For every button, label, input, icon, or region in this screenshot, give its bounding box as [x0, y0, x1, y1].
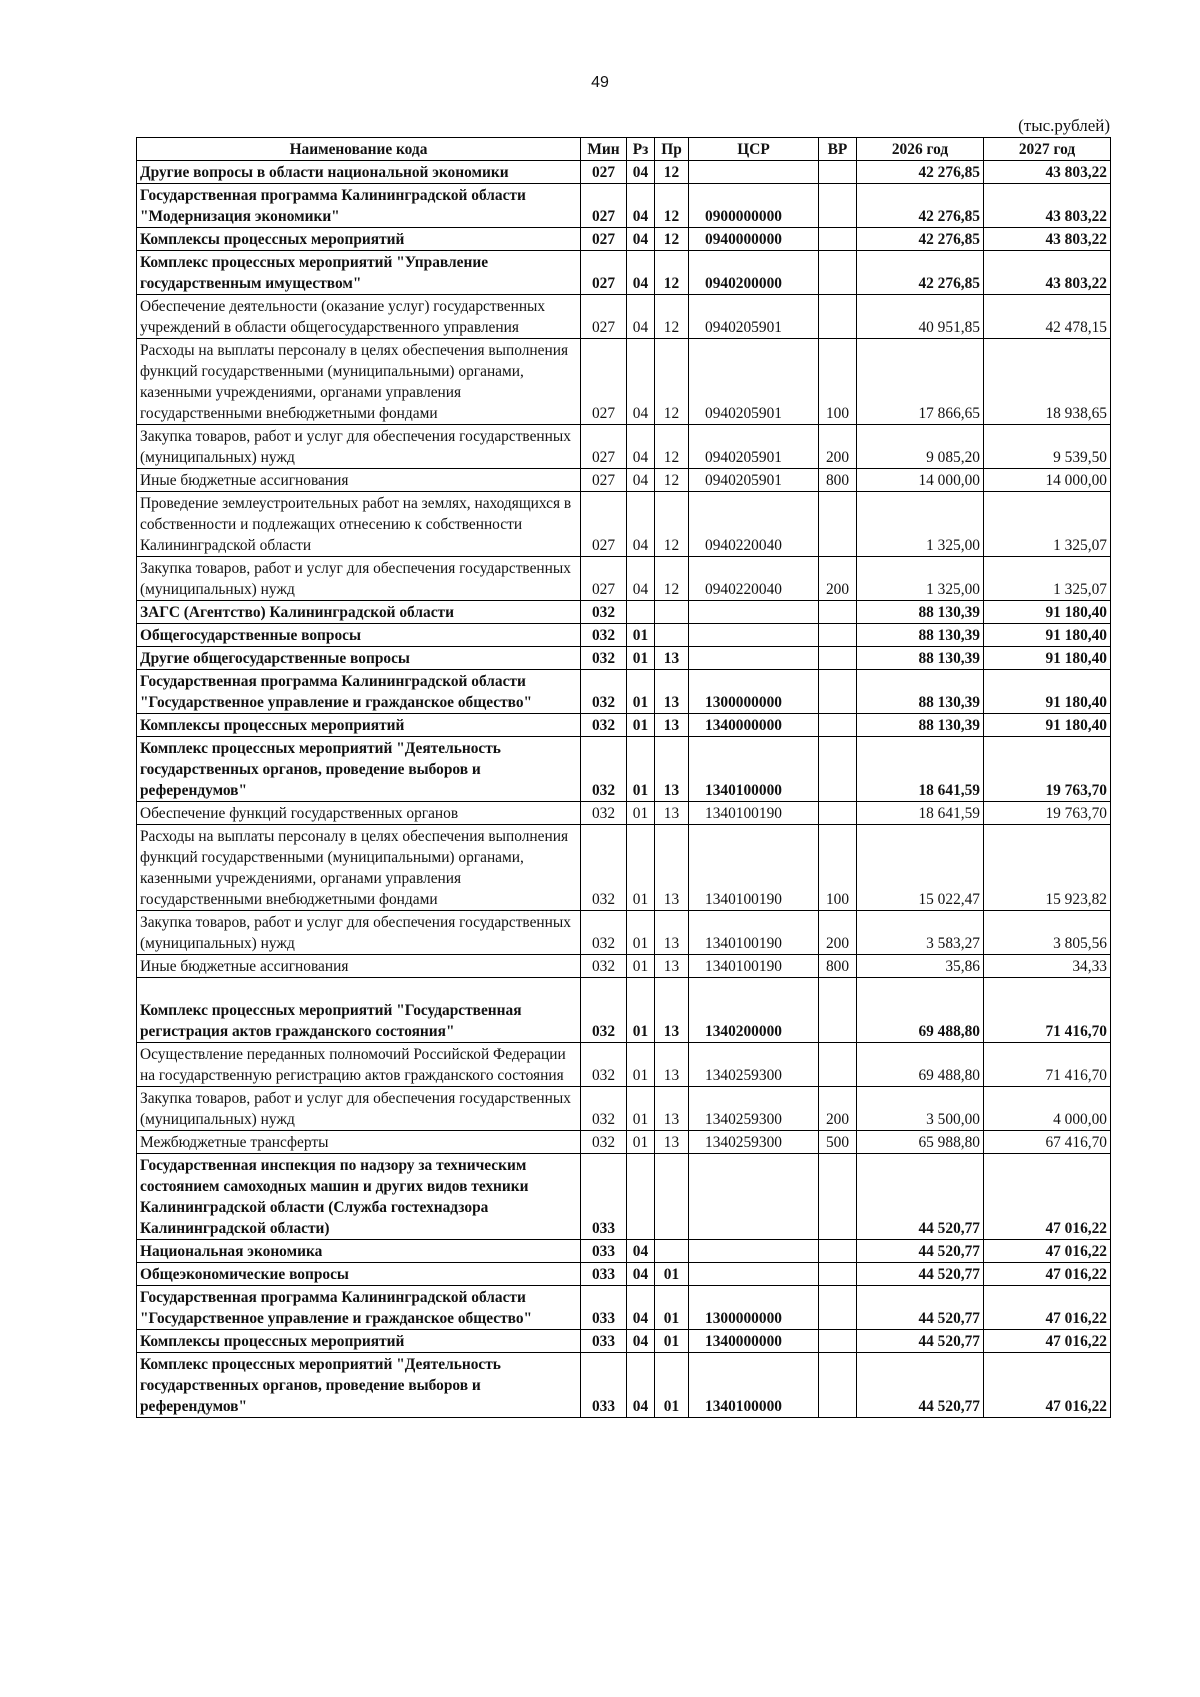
cell-min: 032: [581, 978, 627, 1043]
cell-rz: 01: [627, 624, 655, 647]
cell-vr: [819, 802, 857, 825]
cell-pr: 13: [655, 1131, 689, 1154]
cell-rz: 01: [627, 955, 655, 978]
cell-2027: 1 325,07: [984, 492, 1111, 557]
cell-pr: 13: [655, 670, 689, 714]
cell-csr: [689, 601, 819, 624]
cell-2027: 47 016,22: [984, 1330, 1111, 1353]
cell-pr: 13: [655, 825, 689, 911]
cell-rz: 04: [627, 1240, 655, 1263]
cell-min: 033: [581, 1240, 627, 1263]
cell-csr: 1300000000: [689, 670, 819, 714]
table-row: [137, 492, 1111, 557]
cell-min: 033: [581, 1330, 627, 1353]
table-row: [137, 1154, 1111, 1240]
cell-name: Другие общегосударственные вопросы: [137, 647, 581, 670]
cell-rz: 04: [627, 492, 655, 557]
cell-2027: 47 016,22: [984, 1240, 1111, 1263]
cell-rz: 04: [627, 251, 655, 295]
cell-vr: 800: [819, 469, 857, 492]
cell-pr: 13: [655, 737, 689, 802]
cell-rz: 04: [627, 161, 655, 184]
cell-csr: 1340000000: [689, 1330, 819, 1353]
cell-2026: 88 130,39: [857, 601, 984, 624]
cell-vr: 800: [819, 955, 857, 978]
cell-vr: [819, 624, 857, 647]
cell-rz: 04: [627, 1263, 655, 1286]
cell-2026: 65 988,80: [857, 1131, 984, 1154]
cell-name: Осуществление переданных полномочий Российской Федерации на государственную регистрацию актов гражданского состояния: [137, 1043, 581, 1087]
cell-name: Государственная программа Калининградской области "Государственное управление и гражданское общество": [137, 670, 581, 714]
table-header-row: [137, 138, 1111, 161]
cell-vr: [819, 228, 857, 251]
cell-vr: [819, 295, 857, 339]
cell-2026: 35,86: [857, 955, 984, 978]
cell-csr: [689, 161, 819, 184]
cell-pr: 12: [655, 228, 689, 251]
cell-min: 032: [581, 1131, 627, 1154]
cell-pr: 13: [655, 978, 689, 1043]
cell-pr: [655, 1154, 689, 1240]
cell-vr: [819, 1286, 857, 1330]
cell-rz: 04: [627, 1286, 655, 1330]
cell-pr: 13: [655, 1043, 689, 1087]
cell-vr: [819, 1263, 857, 1286]
cell-2027: 19 763,70: [984, 737, 1111, 802]
cell-csr: 1340259300: [689, 1087, 819, 1131]
table-row: [137, 1240, 1111, 1263]
cell-rz: 01: [627, 978, 655, 1043]
cell-pr: 12: [655, 492, 689, 557]
cell-2026: 44 520,77: [857, 1263, 984, 1286]
table-row: [137, 955, 1111, 978]
cell-vr: 100: [819, 339, 857, 425]
table-row: [137, 339, 1111, 425]
cell-rz: 04: [627, 184, 655, 228]
header-rz: Рз: [627, 138, 655, 161]
cell-rz: 01: [627, 825, 655, 911]
cell-min: 027: [581, 425, 627, 469]
table-row: [137, 714, 1111, 737]
cell-csr: 1340100190: [689, 911, 819, 955]
cell-vr: [819, 1240, 857, 1263]
cell-vr: [819, 251, 857, 295]
cell-name: Закупка товаров, работ и услуг для обеспечения государственных (муниципальных) нужд: [137, 425, 581, 469]
cell-name: ЗАГС (Агентство) Калининградской области: [137, 601, 581, 624]
cell-csr: 1340100190: [689, 955, 819, 978]
cell-min: 032: [581, 737, 627, 802]
header-2026: 2026 год: [857, 138, 984, 161]
table-body: [137, 161, 1111, 1418]
cell-csr: [689, 1263, 819, 1286]
cell-name: Проведение землеустроительных работ на землях, находящихся в собственности и подлежащих отнесению к собственности Калининградской области: [137, 492, 581, 557]
cell-2027: 47 016,22: [984, 1154, 1111, 1240]
cell-vr: [819, 670, 857, 714]
cell-2027: 91 180,40: [984, 601, 1111, 624]
cell-name: Комплексы процессных мероприятий: [137, 228, 581, 251]
cell-name: Национальная экономика: [137, 1240, 581, 1263]
cell-2026: 18 641,59: [857, 802, 984, 825]
budget-table: [136, 137, 1111, 1418]
cell-min: 027: [581, 492, 627, 557]
header-csr: ЦСР: [689, 138, 819, 161]
cell-2027: 43 803,22: [984, 161, 1111, 184]
cell-min: 032: [581, 825, 627, 911]
cell-2027: 71 416,70: [984, 978, 1111, 1043]
cell-name: Государственная программа Калининградской области "Государственное управление и гражданское общество": [137, 1286, 581, 1330]
cell-2027: 9 539,50: [984, 425, 1111, 469]
cell-vr: [819, 1043, 857, 1087]
table-row: [137, 911, 1111, 955]
cell-2027: 1 325,07: [984, 557, 1111, 601]
table-row: [137, 1131, 1111, 1154]
cell-csr: 0940000000: [689, 228, 819, 251]
cell-csr: 0940220040: [689, 557, 819, 601]
cell-name: Иные бюджетные ассигнования: [137, 469, 581, 492]
cell-2026: 42 276,85: [857, 184, 984, 228]
cell-vr: 200: [819, 425, 857, 469]
table-row: [137, 425, 1111, 469]
cell-csr: 0940205901: [689, 339, 819, 425]
cell-2027: 91 180,40: [984, 647, 1111, 670]
cell-vr: [819, 647, 857, 670]
cell-csr: 1340259300: [689, 1043, 819, 1087]
cell-name: Комплекс процессных мероприятий "Деятельность государственных органов, проведение выборов и референдумов": [137, 737, 581, 802]
cell-2026: 1 325,00: [857, 492, 984, 557]
cell-name: Закупка товаров, работ и услуг для обеспечения государственных (муниципальных) нужд: [137, 557, 581, 601]
cell-pr: 01: [655, 1286, 689, 1330]
cell-csr: 0940205901: [689, 295, 819, 339]
cell-pr: 12: [655, 251, 689, 295]
cell-rz: 04: [627, 425, 655, 469]
cell-2026: 42 276,85: [857, 228, 984, 251]
cell-name: Государственная инспекция по надзору за техническим состоянием самоходных машин и других видов техники Калининградской области (Служба гостехнадзора Калининградской области): [137, 1154, 581, 1240]
cell-rz: 01: [627, 802, 655, 825]
cell-rz: 01: [627, 670, 655, 714]
table-row: [137, 670, 1111, 714]
cell-csr: 0940220040: [689, 492, 819, 557]
table-row: [137, 1263, 1111, 1286]
cell-vr: 100: [819, 825, 857, 911]
cell-vr: [819, 737, 857, 802]
cell-rz: 04: [627, 469, 655, 492]
cell-2026: 44 520,77: [857, 1330, 984, 1353]
cell-rz: 01: [627, 1131, 655, 1154]
header-min: Мин: [581, 138, 627, 161]
cell-2026: 40 951,85: [857, 295, 984, 339]
cell-2027: 47 016,22: [984, 1353, 1111, 1418]
cell-vr: 200: [819, 911, 857, 955]
cell-2026: 3 500,00: [857, 1087, 984, 1131]
cell-2027: 47 016,22: [984, 1286, 1111, 1330]
cell-2027: 14 000,00: [984, 469, 1111, 492]
cell-csr: 1300000000: [689, 1286, 819, 1330]
cell-2026: 14 000,00: [857, 469, 984, 492]
cell-min: 027: [581, 251, 627, 295]
table-row: [137, 647, 1111, 670]
header-vr: ВР: [819, 138, 857, 161]
cell-rz: 04: [627, 1353, 655, 1418]
cell-pr: 13: [655, 911, 689, 955]
cell-pr: 12: [655, 339, 689, 425]
table-row: [137, 978, 1111, 1043]
table-row: [137, 802, 1111, 825]
cell-pr: 13: [655, 955, 689, 978]
table-row: [137, 251, 1111, 295]
cell-vr: [819, 161, 857, 184]
cell-2027: 4 000,00: [984, 1087, 1111, 1131]
cell-2026: 44 520,77: [857, 1353, 984, 1418]
table-row: [137, 161, 1111, 184]
cell-csr: 0940200000: [689, 251, 819, 295]
cell-min: 033: [581, 1154, 627, 1240]
cell-csr: [689, 1240, 819, 1263]
cell-csr: 1340259300: [689, 1131, 819, 1154]
cell-pr: 01: [655, 1330, 689, 1353]
table-row: [137, 469, 1111, 492]
table-row: [137, 184, 1111, 228]
cell-csr: 0940205901: [689, 425, 819, 469]
cell-csr: 1340100000: [689, 737, 819, 802]
cell-min: 027: [581, 161, 627, 184]
cell-csr: 1340100190: [689, 825, 819, 911]
cell-vr: [819, 1353, 857, 1418]
table-row: [137, 1087, 1111, 1131]
cell-2026: 3 583,27: [857, 911, 984, 955]
cell-pr: 13: [655, 1087, 689, 1131]
cell-2027: 18 938,65: [984, 339, 1111, 425]
table-row: [137, 1043, 1111, 1087]
cell-name: Комплексы процессных мероприятий: [137, 714, 581, 737]
cell-csr: 1340100190: [689, 802, 819, 825]
cell-2027: 91 180,40: [984, 624, 1111, 647]
cell-rz: 01: [627, 737, 655, 802]
cell-pr: 12: [655, 184, 689, 228]
cell-pr: [655, 624, 689, 647]
cell-vr: [819, 601, 857, 624]
cell-csr: [689, 1154, 819, 1240]
cell-pr: 12: [655, 557, 689, 601]
cell-csr: 0940205901: [689, 469, 819, 492]
cell-2027: 67 416,70: [984, 1131, 1111, 1154]
cell-2027: 43 803,22: [984, 228, 1111, 251]
cell-pr: [655, 1240, 689, 1263]
cell-rz: [627, 1154, 655, 1240]
cell-2027: 91 180,40: [984, 714, 1111, 737]
cell-min: 032: [581, 1043, 627, 1087]
header-pr: Пр: [655, 138, 689, 161]
cell-2026: 44 520,77: [857, 1286, 984, 1330]
cell-csr: 1340000000: [689, 714, 819, 737]
cell-2027: 91 180,40: [984, 670, 1111, 714]
cell-name: Комплекс процессных мероприятий "Деятельность государственных органов, проведение выборов и референдумов": [137, 1353, 581, 1418]
cell-2026: 69 488,80: [857, 1043, 984, 1087]
cell-min: 027: [581, 557, 627, 601]
cell-name: Государственная программа Калининградской области "Модернизация экономики": [137, 184, 581, 228]
cell-vr: [819, 1330, 857, 1353]
cell-min: 032: [581, 802, 627, 825]
cell-name: Комплексы процессных мероприятий: [137, 1330, 581, 1353]
cell-csr: [689, 647, 819, 670]
cell-2027: 34,33: [984, 955, 1111, 978]
cell-name: Обеспечение функций государственных органов: [137, 802, 581, 825]
cell-min: 032: [581, 911, 627, 955]
cell-min: 027: [581, 339, 627, 425]
header-name: Наименование кода: [137, 138, 581, 161]
cell-2027: 19 763,70: [984, 802, 1111, 825]
cell-pr: 13: [655, 647, 689, 670]
cell-name: Закупка товаров, работ и услуг для обеспечения государственных (муниципальных) нужд: [137, 1087, 581, 1131]
cell-pr: 12: [655, 425, 689, 469]
cell-vr: 200: [819, 557, 857, 601]
cell-pr: 13: [655, 714, 689, 737]
cell-pr: 01: [655, 1263, 689, 1286]
cell-rz: 04: [627, 557, 655, 601]
cell-name: Комплекс процессных мероприятий "Управление государственным имуществом": [137, 251, 581, 295]
table-row: [137, 557, 1111, 601]
cell-min: 032: [581, 624, 627, 647]
cell-rz: 04: [627, 1330, 655, 1353]
table-row: [137, 1286, 1111, 1330]
cell-rz: 01: [627, 714, 655, 737]
cell-name: Общегосударственные вопросы: [137, 624, 581, 647]
cell-vr: [819, 492, 857, 557]
cell-pr: 12: [655, 295, 689, 339]
cell-rz: 01: [627, 1087, 655, 1131]
cell-2026: 42 276,85: [857, 251, 984, 295]
cell-rz: 04: [627, 295, 655, 339]
cell-vr: 500: [819, 1131, 857, 1154]
cell-min: 032: [581, 601, 627, 624]
cell-csr: 0900000000: [689, 184, 819, 228]
cell-2027: 47 016,22: [984, 1263, 1111, 1286]
cell-vr: [819, 714, 857, 737]
cell-pr: 01: [655, 1353, 689, 1418]
cell-min: 033: [581, 1263, 627, 1286]
cell-2026: 88 130,39: [857, 624, 984, 647]
cell-2026: 44 520,77: [857, 1240, 984, 1263]
cell-pr: 12: [655, 469, 689, 492]
cell-name: Общеэкономические вопросы: [137, 1263, 581, 1286]
header-2027: 2027 год: [984, 138, 1111, 161]
cell-min: 032: [581, 647, 627, 670]
cell-csr: 1340200000: [689, 978, 819, 1043]
cell-2026: 88 130,39: [857, 647, 984, 670]
cell-2026: 1 325,00: [857, 557, 984, 601]
cell-name: Комплекс процессных мероприятий "Государственная регистрация актов гражданского состояния": [137, 978, 581, 1043]
cell-2027: 42 478,15: [984, 295, 1111, 339]
cell-2026: 88 130,39: [857, 714, 984, 737]
page-number: 49: [591, 74, 609, 91]
cell-vr: [819, 184, 857, 228]
cell-rz: 04: [627, 339, 655, 425]
cell-min: 032: [581, 955, 627, 978]
cell-min: 032: [581, 670, 627, 714]
cell-csr: [689, 624, 819, 647]
cell-2026: 42 276,85: [857, 161, 984, 184]
cell-2027: 43 803,22: [984, 184, 1111, 228]
cell-name: Закупка товаров, работ и услуг для обеспечения государственных (муниципальных) нужд: [137, 911, 581, 955]
table-row: [137, 228, 1111, 251]
table-row: [137, 825, 1111, 911]
table-row: [137, 601, 1111, 624]
units-label: (тыс.рублей): [1018, 116, 1110, 135]
table-row: [137, 1330, 1111, 1353]
cell-name: Межбюджетные трансферты: [137, 1131, 581, 1154]
cell-2027: 71 416,70: [984, 1043, 1111, 1087]
table-row: [137, 624, 1111, 647]
cell-2026: 15 022,47: [857, 825, 984, 911]
cell-min: 033: [581, 1353, 627, 1418]
table-row: [137, 295, 1111, 339]
cell-name: Обеспечение деятельности (оказание услуг) государственных учреждений в области общегосударственного управления: [137, 295, 581, 339]
cell-pr: [655, 601, 689, 624]
cell-vr: [819, 1154, 857, 1240]
table-row: [137, 737, 1111, 802]
cell-rz: [627, 601, 655, 624]
cell-2026: 9 085,20: [857, 425, 984, 469]
cell-min: 027: [581, 295, 627, 339]
cell-name: Расходы на выплаты персоналу в целях обеспечения выполнения функций государственными (муниципальными) органами, казенными учреждениями, органами управления государственными внебюджетными фондами: [137, 825, 581, 911]
cell-rz: 01: [627, 647, 655, 670]
cell-name: Иные бюджетные ассигнования: [137, 955, 581, 978]
cell-name: Расходы на выплаты персоналу в целях обеспечения выполнения функций государственными (муниципальными) органами, казенными учреждениями, органами управления государственными внебюджетными фондами: [137, 339, 581, 425]
cell-rz: 01: [627, 1043, 655, 1087]
cell-min: 027: [581, 184, 627, 228]
cell-2026: 44 520,77: [857, 1154, 984, 1240]
cell-min: 032: [581, 714, 627, 737]
cell-min: 033: [581, 1286, 627, 1330]
cell-2027: 43 803,22: [984, 251, 1111, 295]
cell-rz: 04: [627, 228, 655, 251]
cell-vr: 200: [819, 1087, 857, 1131]
cell-min: 032: [581, 1087, 627, 1131]
table-row: [137, 1353, 1111, 1418]
cell-2026: 69 488,80: [857, 978, 984, 1043]
cell-2026: 18 641,59: [857, 737, 984, 802]
cell-2026: 17 866,65: [857, 339, 984, 425]
cell-2026: 88 130,39: [857, 670, 984, 714]
cell-min: 027: [581, 228, 627, 251]
cell-pr: 12: [655, 161, 689, 184]
cell-min: 027: [581, 469, 627, 492]
cell-name: Другие вопросы в области национальной экономики: [137, 161, 581, 184]
cell-2027: 15 923,82: [984, 825, 1111, 911]
cell-vr: [819, 978, 857, 1043]
cell-pr: 13: [655, 802, 689, 825]
cell-2027: 3 805,56: [984, 911, 1111, 955]
cell-csr: 1340100000: [689, 1353, 819, 1418]
cell-rz: 01: [627, 911, 655, 955]
